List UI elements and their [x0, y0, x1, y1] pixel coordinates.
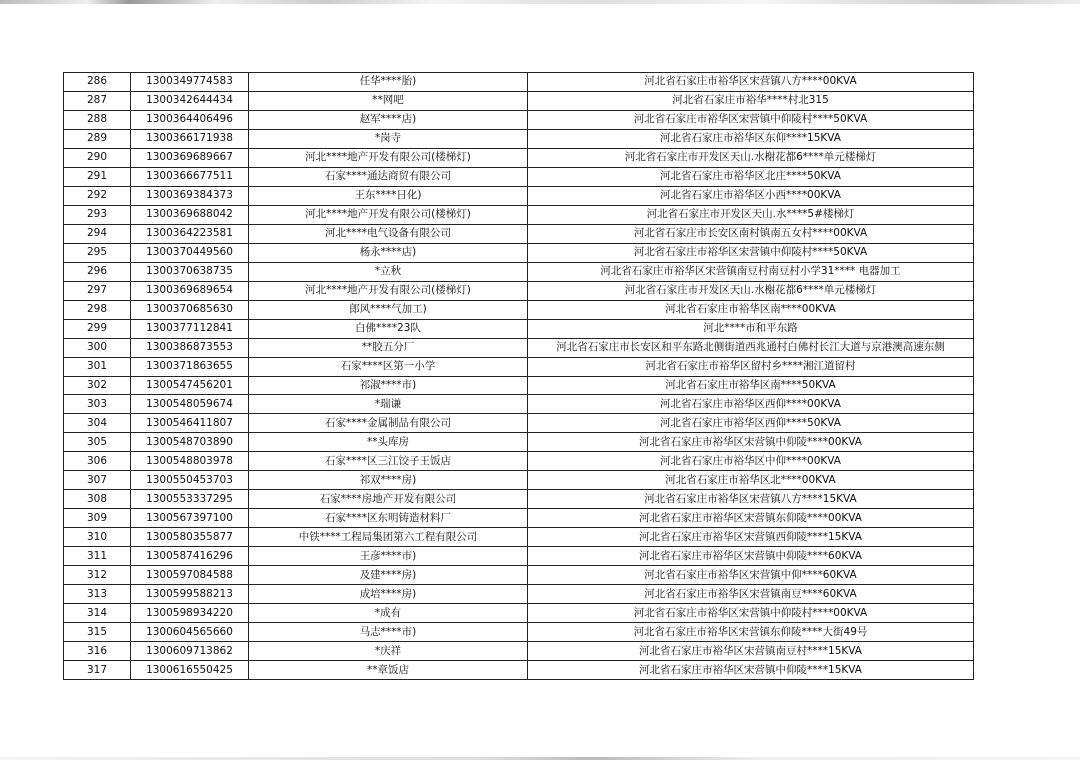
account-number-cell: 1300598934220 — [131, 604, 249, 623]
row-number-cell: 299 — [64, 319, 131, 338]
table-row — [64, 224, 974, 243]
account-number-cell: 1300364406496 — [131, 110, 249, 129]
account-number-cell: 1300548059674 — [131, 395, 249, 414]
account-number-cell: 1300370685630 — [131, 300, 249, 319]
address-cell: 河北省石家庄市裕华区宋营镇中仰陵村****50KVA — [528, 243, 974, 262]
customer-name-cell: 中铁****工程局集团第六工程有限公司 — [249, 528, 528, 547]
address-cell: 河北省石家庄市裕华区西仰****00KVA — [528, 395, 974, 414]
account-number-cell: 1300604565660 — [131, 623, 249, 642]
address-cell: 河北省石家庄市裕华区宋营镇南豆****60KVA — [528, 585, 974, 604]
table-row — [64, 338, 974, 357]
address-cell: 河北省石家庄市裕华区留村乡****湘江道留村 — [528, 357, 974, 376]
address-cell: 河北省石家庄市裕华区小西****00KVA — [528, 186, 974, 205]
table-row — [64, 471, 974, 490]
table-row — [64, 262, 974, 281]
address-cell: 河北省石家庄市裕华区宋营镇八方****00KVA — [528, 73, 974, 92]
account-number-cell: 1300342644434 — [131, 91, 249, 110]
account-number-cell: 1300369384373 — [131, 186, 249, 205]
row-number-cell: 309 — [64, 509, 131, 528]
row-number-cell: 293 — [64, 205, 131, 224]
account-number-cell: 1300548703890 — [131, 433, 249, 452]
account-number-cell: 1300547456201 — [131, 376, 249, 395]
table-row — [64, 433, 974, 452]
table-row — [64, 73, 974, 92]
account-number-cell: 1300548803978 — [131, 452, 249, 471]
row-number-cell: 311 — [64, 547, 131, 566]
customer-name-cell: **章饭店 — [249, 661, 528, 680]
account-number-cell: 1300599588213 — [131, 585, 249, 604]
row-number-cell: 286 — [64, 73, 131, 92]
account-number-cell: 1300580355877 — [131, 528, 249, 547]
address-cell: 河北省石家庄市裕华区北庄****50KVA — [528, 167, 974, 186]
address-cell: 河北****市和平东路 — [528, 319, 974, 338]
address-cell: 河北省石家庄市裕华区东仰****15KVA — [528, 129, 974, 148]
account-number-cell: 1300377112841 — [131, 319, 249, 338]
account-number-cell: 1300369689654 — [131, 281, 249, 300]
account-number-cell: 1300546411807 — [131, 414, 249, 433]
address-cell: 河北省石家庄市裕华区宋营镇南豆村南豆村小学31**** 电器加工 — [528, 262, 974, 281]
records-table-body — [64, 73, 974, 680]
table-row — [64, 110, 974, 129]
row-number-cell: 302 — [64, 376, 131, 395]
customer-name-cell: 郎风****气加工) — [249, 300, 528, 319]
account-number-cell: 1300369688042 — [131, 205, 249, 224]
row-number-cell: 317 — [64, 661, 131, 680]
row-number-cell: 295 — [64, 243, 131, 262]
table-row — [64, 205, 974, 224]
customer-name-cell: 石家****通达商贸有限公司 — [249, 167, 528, 186]
row-number-cell: 308 — [64, 490, 131, 509]
table-row — [64, 186, 974, 205]
address-cell: 河北省石家庄市裕华区宋营镇中仰陵村****00KVA — [528, 604, 974, 623]
row-number-cell: 290 — [64, 148, 131, 167]
address-cell: 河北省石家庄市裕华****村北315 — [528, 91, 974, 110]
records-table — [63, 72, 974, 680]
account-number-cell: 1300597084588 — [131, 566, 249, 585]
customer-name-cell: 成培****房) — [249, 585, 528, 604]
row-number-cell: 301 — [64, 357, 131, 376]
customer-name-cell: 杨永****店) — [249, 243, 528, 262]
row-number-cell: 297 — [64, 281, 131, 300]
address-cell: 河北省石家庄市裕华区宋营镇中仰****60KVA — [528, 566, 974, 585]
account-number-cell: 1300616550425 — [131, 661, 249, 680]
table-row — [64, 91, 974, 110]
row-number-cell: 305 — [64, 433, 131, 452]
customer-name-cell: *立秋 — [249, 262, 528, 281]
table-row — [64, 661, 974, 680]
address-cell: 河北省石家庄市裕华区宋营镇八方****15KVA — [528, 490, 974, 509]
table-row — [64, 281, 974, 300]
row-number-cell: 292 — [64, 186, 131, 205]
address-cell: 河北省石家庄市裕华区宋营镇西仰陵****15KVA — [528, 528, 974, 547]
row-number-cell: 296 — [64, 262, 131, 281]
address-cell: 河北省石家庄市长安区和平东路北侧街道西兆通村白佛村长江大道与京港澳高速东侧 — [528, 338, 974, 357]
customer-name-cell: 祁双****房) — [249, 471, 528, 490]
customer-name-cell: **头库房 — [249, 433, 528, 452]
row-number-cell: 294 — [64, 224, 131, 243]
row-number-cell: 314 — [64, 604, 131, 623]
account-number-cell: 1300550453703 — [131, 471, 249, 490]
address-cell: 河北省石家庄市裕华区宋营镇中仰陵****60KVA — [528, 547, 974, 566]
address-cell: 河北省石家庄市裕华区西仰****50KVA — [528, 414, 974, 433]
customer-name-cell: 白佛****23队 — [249, 319, 528, 338]
customer-name-cell: 石家****房地产开发有限公司 — [249, 490, 528, 509]
row-number-cell: 291 — [64, 167, 131, 186]
row-number-cell: 310 — [64, 528, 131, 547]
row-number-cell: 298 — [64, 300, 131, 319]
account-number-cell: 1300371863655 — [131, 357, 249, 376]
customer-name-cell: 石家****区三江饺子王饭店 — [249, 452, 528, 471]
customer-name-cell: *成有 — [249, 604, 528, 623]
table-row — [64, 623, 974, 642]
table-row — [64, 528, 974, 547]
table-row — [64, 566, 974, 585]
row-number-cell: 304 — [64, 414, 131, 433]
row-number-cell: 289 — [64, 129, 131, 148]
customer-name-cell: *岗寺 — [249, 129, 528, 148]
address-cell: 河北省石家庄市长安区南村镇南五女村****00KVA — [528, 224, 974, 243]
address-cell: 河北省石家庄市裕华区宋营镇中仰陵****00KVA — [528, 433, 974, 452]
account-number-cell: 1300553337295 — [131, 490, 249, 509]
address-cell: 河北省石家庄市裕华区南****00KVA — [528, 300, 974, 319]
table-row — [64, 642, 974, 661]
customer-name-cell: 马志****市) — [249, 623, 528, 642]
table-row — [64, 243, 974, 262]
account-number-cell: 1300366677511 — [131, 167, 249, 186]
row-number-cell: 288 — [64, 110, 131, 129]
customer-name-cell: 河北****电气设备有限公司 — [249, 224, 528, 243]
customer-name-cell: 河北****地产开发有限公司(楼梯灯) — [249, 205, 528, 224]
address-cell: 河北省石家庄市开发区天山.水****5#楼梯灯 — [528, 205, 974, 224]
account-number-cell: 1300366171938 — [131, 129, 249, 148]
account-number-cell: 1300349774583 — [131, 73, 249, 92]
customer-name-cell: 及建****房) — [249, 566, 528, 585]
row-number-cell: 307 — [64, 471, 131, 490]
scan-edge-top — [0, 0, 1080, 4]
customer-name-cell: 任华****胎) — [249, 73, 528, 92]
table-row — [64, 414, 974, 433]
table-row — [64, 585, 974, 604]
address-cell: 河北省石家庄市开发区天山.水榭花都6****单元楼梯灯 — [528, 148, 974, 167]
customer-name-cell: 祁淑****市) — [249, 376, 528, 395]
row-number-cell: 303 — [64, 395, 131, 414]
row-number-cell: 300 — [64, 338, 131, 357]
row-number-cell: 287 — [64, 91, 131, 110]
table-row — [64, 490, 974, 509]
account-number-cell: 1300370638735 — [131, 262, 249, 281]
customer-name-cell: 王东****日化) — [249, 186, 528, 205]
customer-name-cell: *庆祥 — [249, 642, 528, 661]
account-number-cell: 1300587416296 — [131, 547, 249, 566]
row-number-cell: 315 — [64, 623, 131, 642]
account-number-cell: 1300386873553 — [131, 338, 249, 357]
address-cell: 河北省石家庄市裕华区宋营镇南豆村****15KVA — [528, 642, 974, 661]
customer-name-cell: **网吧 — [249, 91, 528, 110]
table-row — [64, 319, 974, 338]
table-row — [64, 604, 974, 623]
account-number-cell: 1300364223581 — [131, 224, 249, 243]
address-cell: 河北省石家庄市裕华区宋营镇中仰陵村****50KVA — [528, 110, 974, 129]
table-row — [64, 129, 974, 148]
address-cell: 河北省石家庄市开发区天山.水榭花都6****单元楼梯灯 — [528, 281, 974, 300]
customer-name-cell: 赵军****店) — [249, 110, 528, 129]
address-cell: 河北省石家庄市裕华区宋营镇东仰陵****00KVA — [528, 509, 974, 528]
table-row — [64, 167, 974, 186]
table-row — [64, 509, 974, 528]
account-number-cell: 1300370449560 — [131, 243, 249, 262]
table-row — [64, 300, 974, 319]
customer-name-cell: 石家****金属制品有限公司 — [249, 414, 528, 433]
address-cell: 河北省石家庄市裕华区宋营镇东仰陵****大街49号 — [528, 623, 974, 642]
table-row — [64, 376, 974, 395]
row-number-cell: 306 — [64, 452, 131, 471]
account-number-cell: 1300609713862 — [131, 642, 249, 661]
address-cell: 河北省石家庄市裕华区中仰****00KVA — [528, 452, 974, 471]
address-cell: 河北省石家庄市裕华区宋营镇中仰陵****15KVA — [528, 661, 974, 680]
account-number-cell: 1300567397100 — [131, 509, 249, 528]
row-number-cell: 313 — [64, 585, 131, 604]
table-row — [64, 395, 974, 414]
row-number-cell: 312 — [64, 566, 131, 585]
customer-name-cell: *瑞谦 — [249, 395, 528, 414]
row-number-cell: 316 — [64, 642, 131, 661]
table-row — [64, 547, 974, 566]
table-row — [64, 148, 974, 167]
account-number-cell: 1300369689667 — [131, 148, 249, 167]
customer-name-cell: 河北****地产开发有限公司(楼梯灯) — [249, 281, 528, 300]
customer-name-cell: 石家****区东明铸造材料厂 — [249, 509, 528, 528]
customer-name-cell: 河北****地产开发有限公司(楼梯灯) — [249, 148, 528, 167]
table-row — [64, 452, 974, 471]
customer-name-cell: 王彦****市) — [249, 547, 528, 566]
customer-name-cell: 石家****区第一小学 — [249, 357, 528, 376]
address-cell: 河北省石家庄市裕华区北****00KVA — [528, 471, 974, 490]
table-row — [64, 357, 974, 376]
address-cell: 河北省石家庄市裕华区南****50KVA — [528, 376, 974, 395]
customer-name-cell: **胶五分厂 — [249, 338, 528, 357]
